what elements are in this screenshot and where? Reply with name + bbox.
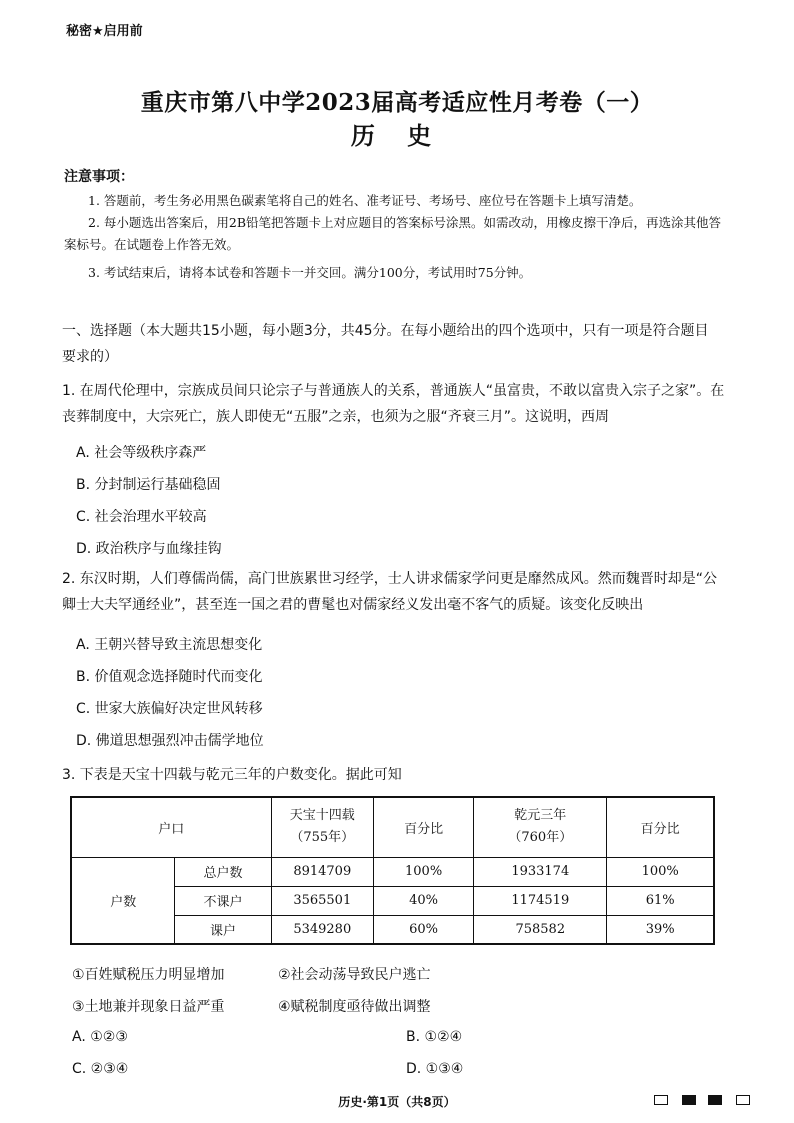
header-tianbao: 天宝十四载 （755年） <box>271 797 373 857</box>
header-percent-1: 百分比 <box>373 797 473 857</box>
cell-value: 1174519 <box>474 886 607 915</box>
statement: ④赋税制度亟待做出调整 <box>278 999 431 1015</box>
scan-mark <box>736 1095 750 1105</box>
household-table <box>70 796 715 945</box>
cell-value: 40% <box>373 886 473 915</box>
option-c: C. 世家大族偏好决定世风转移 <box>76 701 263 717</box>
cell-value: 100% <box>373 857 473 886</box>
notice-item: 2. 每小题选出答案后，用2B铅笔把答题卡上对应题目的答案标号涂黑。如需改动，用橡皮擦干净后，再选涂其他答案标号。在试题卷上作答无效。 <box>64 215 722 252</box>
cell-value: 100% <box>607 857 714 886</box>
page-footer: 历史·第1页（共8页） <box>338 1095 456 1109</box>
cell-value: 8914709 <box>271 857 373 886</box>
option-b: B. 分封制运行基础稳固 <box>76 477 221 493</box>
option-d: D. ①③④ <box>406 1061 464 1077</box>
option-c: C. ②③④ <box>72 1061 129 1077</box>
scan-mark <box>708 1095 722 1105</box>
option-b: B. 价值观念选择随时代而变化 <box>76 669 263 685</box>
confidential-label: 秘密★启用前 <box>66 24 143 39</box>
cell-value: 60% <box>373 915 473 944</box>
cell-value: 3565501 <box>271 886 373 915</box>
option-d: D. 政治秩序与血缘挂钩 <box>76 541 222 557</box>
group-label: 户数 <box>71 857 175 944</box>
cell-value: 1933174 <box>474 857 607 886</box>
cell-value: 758582 <box>474 915 607 944</box>
scan-mark <box>682 1095 696 1105</box>
header-qianyuan: 乾元三年 （760年） <box>474 797 607 857</box>
header-hukou: 户口 <box>71 797 271 857</box>
option-a: A. 社会等级秩序森严 <box>76 445 207 461</box>
section-heading: 一、选择题（本大题共15小题，每小题3分，共45分。在每小题给出的四个选项中，只有一项是符合题目要求的） <box>62 323 709 365</box>
row-label: 不课户 <box>175 886 271 915</box>
notice-item: 1. 答题前，考生务必用黑色碳素笔将自己的姓名、准考证号、考场号、座位号在答题卡上填写清楚。 <box>88 193 642 208</box>
notice-item: 3. 考试结束后，请将本试卷和答题卡一并交回。满分100分，考试用时75分钟。 <box>88 265 532 280</box>
question-stem: 3. 下表是天宝十四载与乾元三年的户数变化。据此可知 <box>62 767 402 783</box>
exam-title: 重庆市第八中学2023届高考适应性月考卷（一） <box>140 89 654 116</box>
cell-value: 5349280 <box>271 915 373 944</box>
statement: ①百姓赋税压力明显增加 <box>72 967 225 983</box>
row-label: 课户 <box>175 915 271 944</box>
row-label: 总户数 <box>175 857 271 886</box>
cell-value: 39% <box>607 915 714 944</box>
option-d: D. 佛道思想强烈冲击儒学地位 <box>76 733 264 749</box>
question-stem: 2. 东汉时期，人们尊儒尚儒，高门世族累世习经学，士人讲求儒家学问更是靡然成风。然而魏晋时却是“公卿士大夫罕通经业”，甚至连一国之君的曹髦也对儒家经义发出毫不客气的质疑。该变化反映出 <box>62 571 718 613</box>
option-b: B. ①②④ <box>406 1029 463 1045</box>
option-c: C. 社会治理水平较高 <box>76 509 207 525</box>
scan-mark <box>654 1095 668 1105</box>
option-a: A. ①②③ <box>72 1029 128 1045</box>
subject-title: 历 史 <box>350 121 444 150</box>
cell-value: 61% <box>607 886 714 915</box>
table-row <box>71 857 714 886</box>
option-a: A. 王朝兴替导致主流思想变化 <box>76 637 263 653</box>
header-percent-2: 百分比 <box>607 797 714 857</box>
statement: ②社会动荡导致民户逃亡 <box>278 967 431 983</box>
notice-heading: 注意事项： <box>64 169 134 185</box>
question-stem: 1. 在周代伦理中，宗族成员间只论宗子与普通族人的关系，普通族人“虽富贵，不敢以富贵入宗子之家”。在丧葬制度中，大宗死亡，族人即使无“五服”之亲，也须为之服“齐衰三月”。这说明，西周 <box>62 383 725 425</box>
statement: ③土地兼并现象日益严重 <box>72 999 225 1015</box>
